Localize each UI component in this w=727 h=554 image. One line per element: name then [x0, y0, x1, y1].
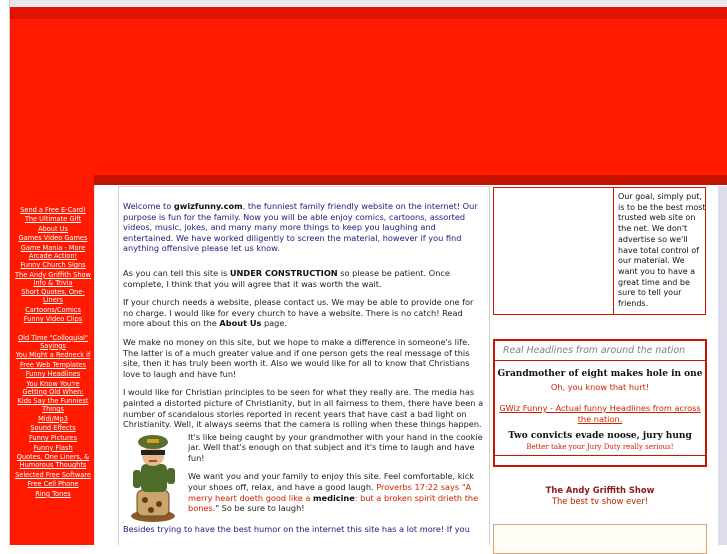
- principles-paragraph: I would like for Christian principles to be seen for what they really are. The media has painted a distorted picture of Christianity, but in all fairness to them, there have been a number of scandalous stories reported in recent years that have cast a bad light on Christianity. Well, it always seems that the camera is rolling when these things happen.: [123, 387, 484, 430]
- nav-spacer: [14, 325, 92, 334]
- headlines-link[interactable]: GWiz Funny - Actual funny Headlines from across the nation.: [499, 403, 701, 424]
- mission-paragraph: We make no money on this site, but we hope to make a difference in someone's life. The latter is of a much greater value and if one person gets the real message of this site, then it has truly been worth it. Also we would like for all to know that Christians love to laugh and have fun!: [123, 336, 470, 379]
- sidebar-nav-link[interactable]: Games Video Games: [18, 234, 88, 243]
- goal-text: Our goal, simply put, is to be the best most trusted web site on the net. We don't advertise so we'll have total control of our material. We want you to have a great time and be sure to tell your friends.: [618, 192, 706, 309]
- sidebar-nav-link[interactable]: Send a Free E-Card!: [20, 205, 86, 214]
- intro-text-rest: , the funniest family friendly website on the internet! Our purpose is fun for the family. Now you will be able enjoy comics, cartoons, assorted videos, music, jokes, and many many more things to keep you laughing and entertained. We have worked diligently to screen the material, however if you find anything offensive please let us know.: [123, 201, 478, 254]
- sidebar-nav-link[interactable]: The Ultimate Gift: [24, 215, 82, 224]
- headline-2: Two convicts evade noose, jury hung: [508, 431, 692, 441]
- mascot-cookie-jar-image: [123, 430, 185, 524]
- header-banner: [10, 7, 727, 175]
- top-bar: [10, 0, 727, 7]
- left-edge: [0, 0, 10, 545]
- page-scrollbar[interactable]: [718, 186, 727, 545]
- church-text: If your church needs a website, please contact us. We may be able to provide one for no charge. I would like for every church to have a website. There is no catch! Read more about this on the: [123, 297, 474, 329]
- header-banner-top-band: [10, 7, 727, 19]
- enjoy-text: We want you and your family to enjoy this site. Feel comfortable, kick your shoes off, relax, and have a good laugh.: [188, 471, 474, 493]
- church-paragraph: [123, 297, 485, 329]
- more-paragraph: Besides trying to have the best humor on the internet this site has a lot more! If you: [123, 523, 470, 534]
- construction-text-rest: so please be patient. Once complete, I think that you will agree that it was worth the wait.: [123, 267, 450, 289]
- sidebar-nav-link[interactable]: Free Web Templates: [19, 360, 87, 369]
- headlines-title: Real Headlines from around the nation: [503, 345, 686, 356]
- sidebar-nav-link[interactable]: Old Time "Colloquial" Sayings: [17, 333, 88, 350]
- andy-griffith-caption: The best tv show ever!: [551, 496, 649, 506]
- goal-box: [493, 187, 706, 315]
- headline-1-caption: Oh, you know that hurt!: [550, 382, 650, 392]
- headline-2-caption: Better take your Jury Duty really serious!: [526, 443, 674, 451]
- sidebar-nav-link[interactable]: You Might a Redneck if: [15, 351, 91, 360]
- cookie-jar-paragraph: It's like being caught by your grandmother with your hand in the cookie jar. Well that's enough on that subject and it's time to laugh and have fun!: [188, 431, 483, 463]
- construction-paragraph: [123, 268, 485, 289]
- andy-griffith-title[interactable]: The Andy Griffith Show: [545, 485, 655, 495]
- sidebar-nav-link[interactable]: Kids Say the Funniest Things: [17, 397, 89, 414]
- sidebar-nav-link[interactable]: Free Cell Phone: [27, 480, 79, 489]
- church-text-rest: page.: [261, 318, 288, 329]
- sidebar-nav-link[interactable]: Short Quotes, One-Liners: [21, 288, 85, 305]
- sidebar-nav-link[interactable]: Midi/Mp3: [38, 414, 68, 423]
- headlines-box: [493, 339, 707, 467]
- header-banner-bottom-strip: [93, 175, 727, 185]
- proverb-text: Proverbs 17:22 says "A merry heart doeth good like a: [188, 482, 472, 503]
- headlines-bottom-divider: [495, 455, 705, 456]
- enjoy-text-rest: " So be sure to laugh!: [215, 503, 305, 514]
- headline-1: Grandmother of eight makes hole in one: [497, 369, 703, 379]
- sidebar-nav: [14, 206, 92, 500]
- andy-griffith-promo[interactable]: [493, 485, 707, 507]
- about-us-link[interactable]: About Us: [219, 318, 262, 329]
- sidebar-nav-link[interactable]: Selected Free Software: [15, 470, 91, 479]
- intro-text: Welcome to: [123, 201, 174, 211]
- sidebar-nav-link[interactable]: Funny Flash: [33, 443, 73, 452]
- sidebar-nav-link[interactable]: About Us: [38, 224, 68, 233]
- right-sidebar: [491, 186, 717, 545]
- sidebar-nav-link[interactable]: Ring Tones: [35, 489, 71, 498]
- sidebar-nav-link[interactable]: You Know You're Getting Old When:: [22, 380, 84, 396]
- goal-box-divider: [613, 188, 614, 314]
- sidebar-nav-link[interactable]: Sound Effects: [30, 424, 76, 433]
- sidebar-nav-link[interactable]: The Andy Griffith Show Info & Trivia: [15, 270, 91, 287]
- sidebar-nav-link[interactable]: Funny Headlines: [25, 370, 81, 379]
- under-construction-label: UNDER CONSTRUCTION: [229, 267, 338, 278]
- construction-text: As you can tell this site is: [123, 267, 230, 278]
- sidebar-nav-link[interactable]: Cartoons/Comics: [25, 305, 81, 314]
- sidebar-nav-link[interactable]: Quotes, One Liners, & Humorous Thoughts: [16, 453, 90, 469]
- proverb-text-rest: : but a broken spirit drieth the bones.: [188, 492, 479, 514]
- site-name: gwizfunny.com: [173, 201, 243, 211]
- sidebar-nav-link[interactable]: Funny Pictures: [28, 433, 78, 442]
- main-content: [118, 186, 490, 545]
- intro-paragraph: [123, 201, 485, 254]
- headlines-divider: [495, 360, 705, 361]
- sidebar-nav-link[interactable]: Funny Video Clips: [23, 315, 83, 324]
- column-gutter: [94, 185, 116, 545]
- proverb-emphasis: medicine: [313, 492, 355, 503]
- sidebar-nav-link[interactable]: Funny Church Signs: [20, 261, 86, 270]
- promo-box: [493, 524, 707, 554]
- sidebar-nav-link[interactable]: Game Mania - More Arcade Action!: [20, 243, 86, 260]
